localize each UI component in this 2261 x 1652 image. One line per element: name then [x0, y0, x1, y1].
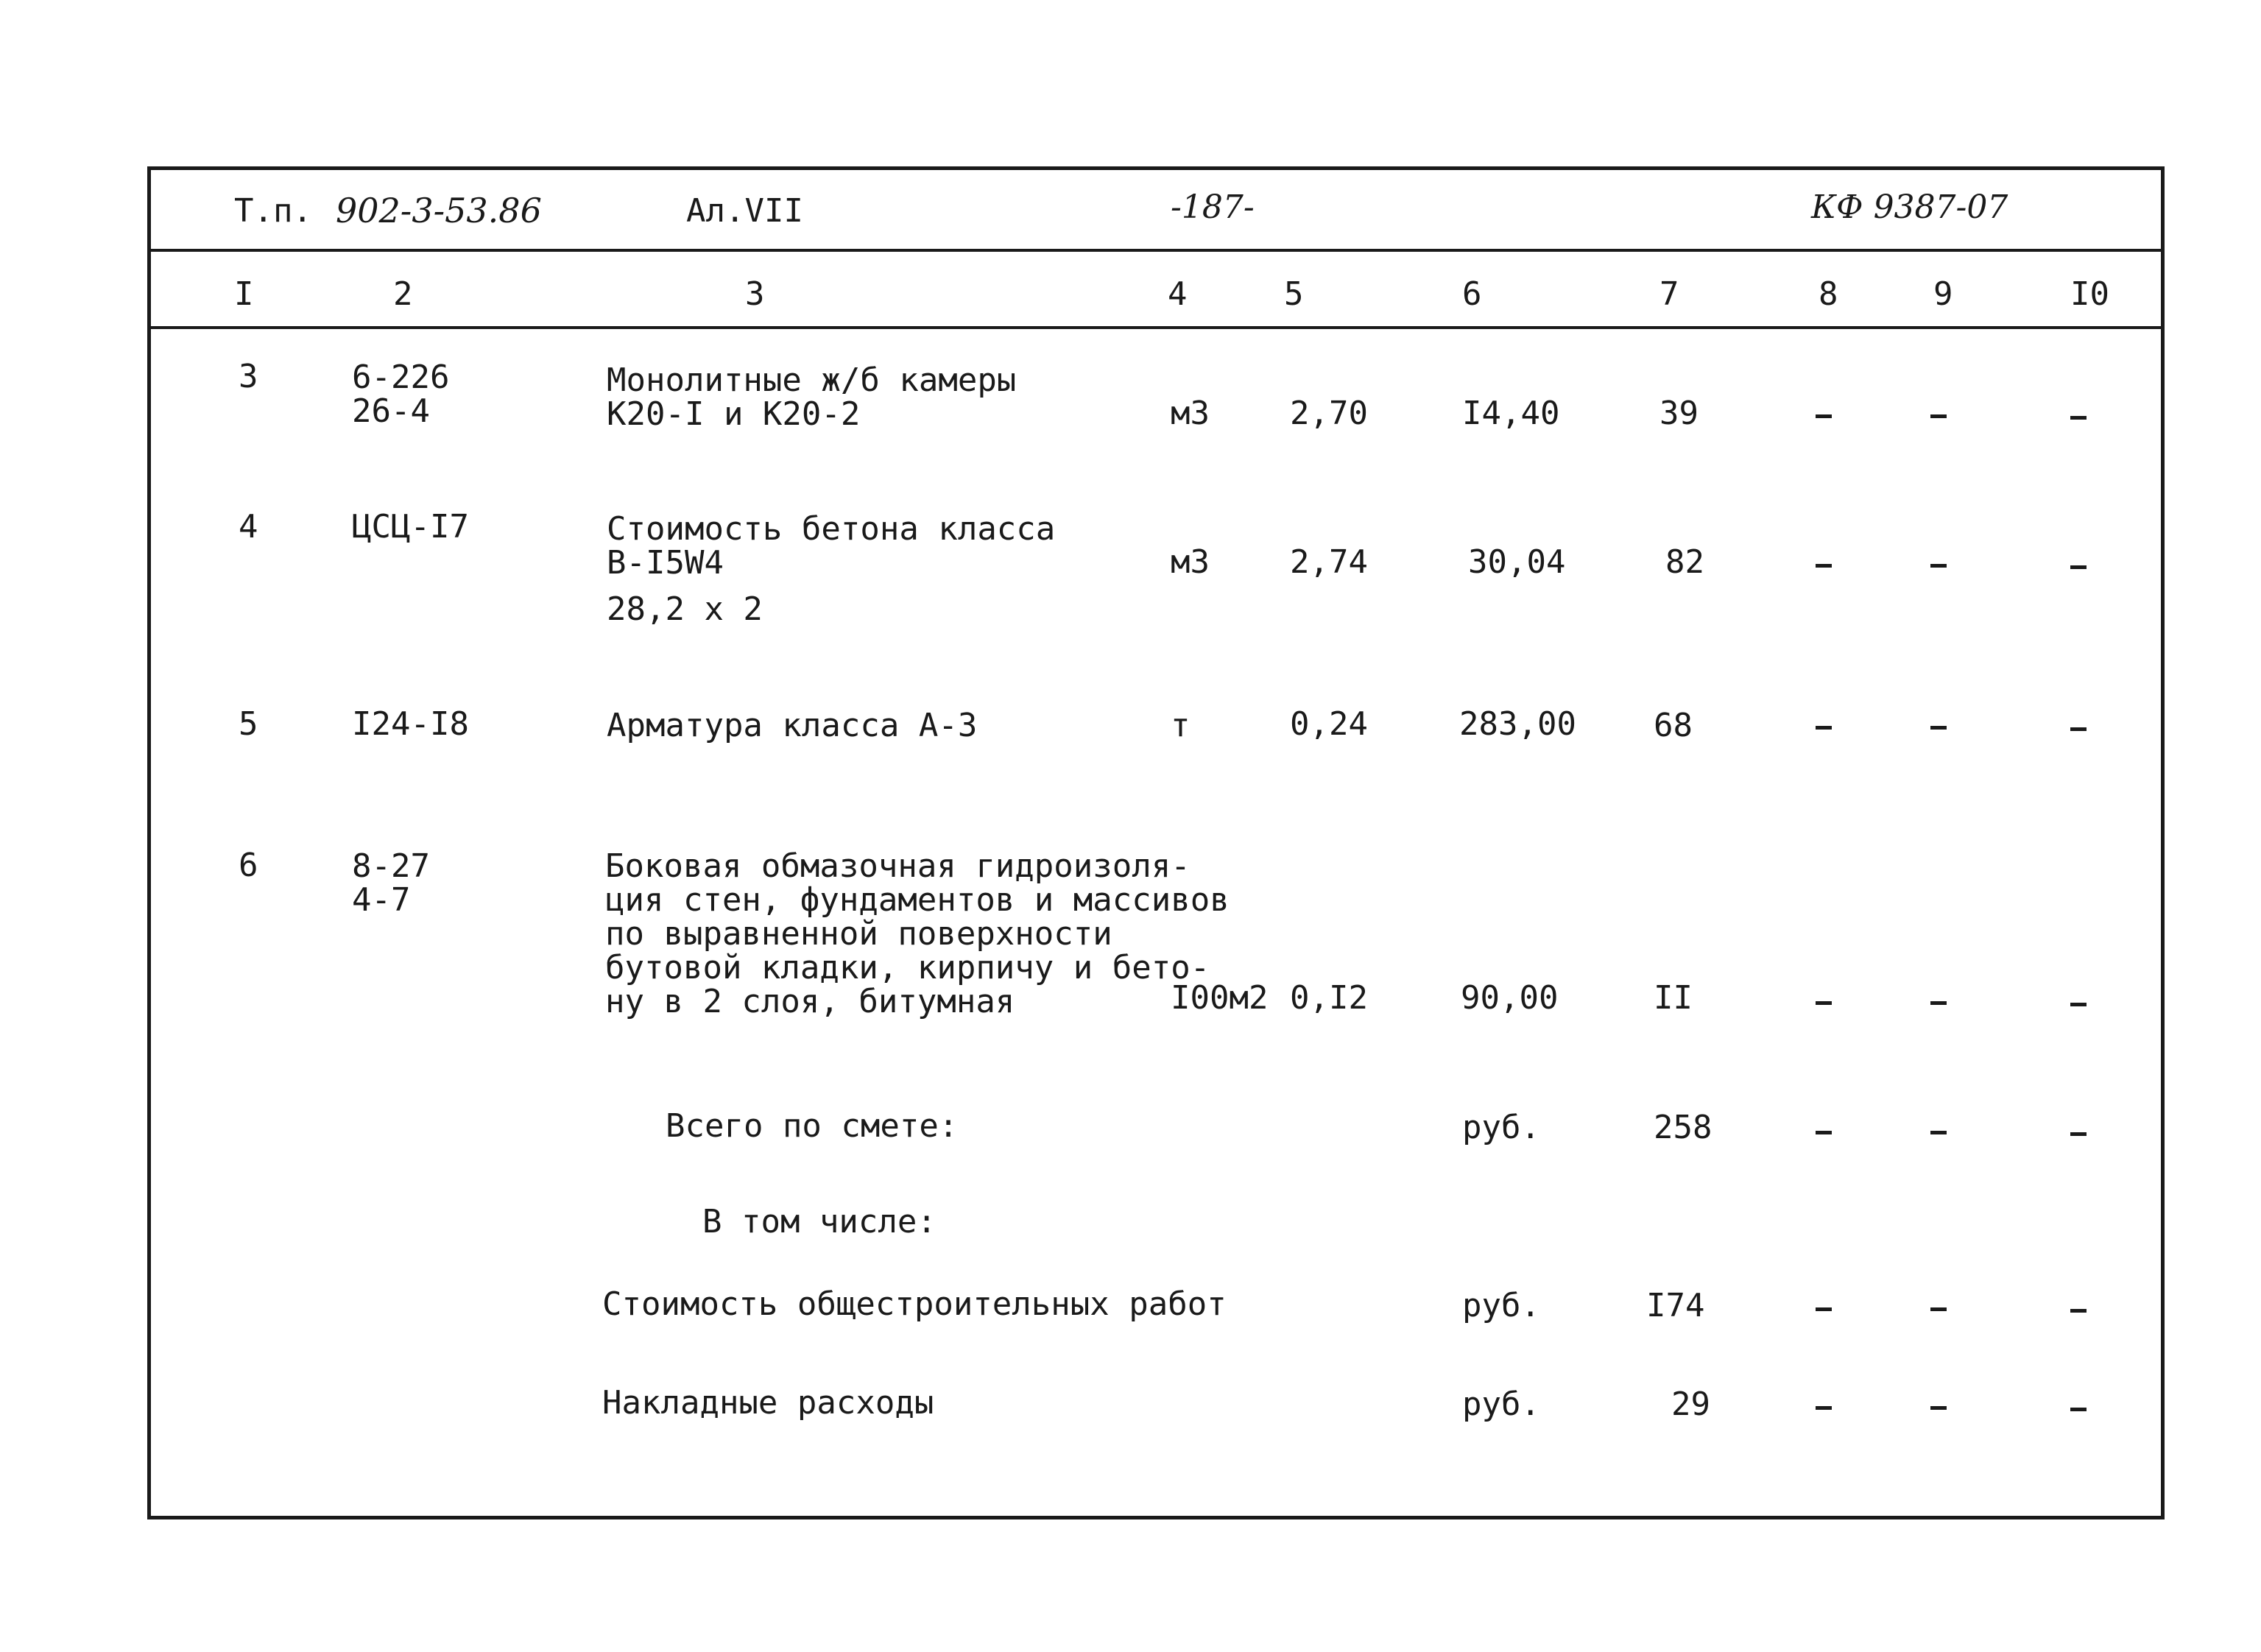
- row-name-extra: 28,2 х 2: [607, 590, 763, 628]
- column-header-1: I: [234, 275, 254, 313]
- total-dash-col8: [1816, 1131, 1832, 1134]
- row-code: ЦСЦ-I7: [352, 508, 469, 546]
- row-unit: т: [1171, 707, 1191, 744]
- row-price: 90,00: [1461, 979, 1559, 1017]
- row-cost: II: [1654, 979, 1693, 1017]
- row-quantity: 0,24: [1290, 705, 1368, 743]
- row-number: 6: [239, 847, 258, 884]
- row-code: I24-I8: [352, 705, 469, 743]
- row-number: 3: [239, 358, 258, 395]
- column-header-7: 7: [1659, 275, 1679, 313]
- row-unit: м3: [1171, 395, 1210, 432]
- overhead-dash-col10: [2070, 1408, 2087, 1411]
- construction-dash-col8: [1816, 1307, 1832, 1311]
- row-cost: 68: [1654, 707, 1693, 744]
- row-name: Арматура класса А-3: [607, 707, 978, 744]
- row-dash-col8: [1816, 726, 1832, 730]
- overhead-dash-col8: [1816, 1406, 1832, 1410]
- row-dash-col9: [1930, 1001, 1947, 1005]
- overhead-value: 29: [1671, 1386, 1710, 1423]
- row-dash-col8: [1816, 1001, 1832, 1005]
- column-header-3: 3: [745, 275, 765, 313]
- column-header-4: 4: [1168, 275, 1188, 313]
- total-value: 258: [1654, 1109, 1712, 1146]
- page-number: -187-: [1171, 188, 1255, 226]
- row-quantity: 2,74: [1290, 543, 1368, 581]
- total-unit: руб.: [1462, 1109, 1540, 1146]
- column-header-10: I0: [2070, 275, 2109, 313]
- total-label: Всего по смете:: [666, 1107, 959, 1145]
- album-label: Ал.VII: [686, 192, 803, 230]
- column-header-divider: [147, 326, 2165, 329]
- overhead-label: Накладные расходы: [602, 1384, 934, 1422]
- header-divider: [147, 249, 2165, 252]
- row-dash-col9: [1930, 414, 1947, 418]
- construction-dash-col10: [2070, 1309, 2087, 1313]
- column-header-8: 8: [1819, 275, 1838, 313]
- column-header-2: 2: [393, 275, 413, 313]
- row-dash-col8: [1816, 564, 1832, 568]
- row-cost: 39: [1659, 395, 1699, 432]
- row-name: Боковая обмазочная гидроизоля- ция стен, фундаментов и массивов по выравненной поверхности бутовой кладки, кирпичу и бето- ну в 2 слоя, битумная: [605, 847, 1230, 1020]
- document-code: КФ 9387-07: [1811, 188, 2008, 226]
- row-dash-col10: [2070, 565, 2087, 569]
- overhead-dash-col9: [1930, 1406, 1947, 1410]
- overhead-unit: руб.: [1462, 1386, 1540, 1423]
- row-number: 5: [239, 705, 258, 743]
- construction-label: Стоимость общестроительных работ: [602, 1285, 1227, 1323]
- column-header-5: 5: [1284, 275, 1304, 313]
- row-dash-col9: [1930, 564, 1947, 568]
- row-dash-col9: [1930, 726, 1947, 730]
- total-dash-col10: [2070, 1132, 2087, 1136]
- including-label: В том числе:: [702, 1203, 937, 1240]
- row-quantity: 2,70: [1290, 395, 1368, 432]
- row-cost: 82: [1665, 543, 1704, 581]
- row-code: 8-27 4-7: [352, 847, 430, 919]
- row-dash-col10: [2070, 727, 2087, 731]
- row-name: Стоимость бетона класса В-I5W4: [607, 510, 1056, 582]
- row-dash-col8: [1816, 414, 1832, 418]
- row-name: Монолитные ж/б камеры К20-I и К20-2: [607, 361, 1017, 433]
- row-dash-col10: [2070, 1003, 2087, 1006]
- row-code: 6-226 26-4: [352, 359, 450, 430]
- row-unit: I00м2: [1171, 979, 1269, 1017]
- doc-prefix: Т.п.: [234, 192, 312, 230]
- row-price: 283,00: [1459, 705, 1576, 743]
- doc-number: 902-3-53.86: [336, 191, 542, 230]
- row-dash-col10: [2070, 416, 2087, 420]
- total-dash-col9: [1930, 1131, 1947, 1134]
- row-price: 30,04: [1468, 543, 1566, 581]
- row-quantity: 0,I2: [1290, 979, 1368, 1017]
- row-number: 4: [239, 508, 258, 546]
- column-header-6: 6: [1462, 275, 1482, 313]
- construction-unit: руб.: [1462, 1287, 1540, 1324]
- construction-dash-col9: [1930, 1307, 1947, 1311]
- column-header-9: 9: [1933, 275, 1953, 313]
- construction-value: I74: [1646, 1287, 1705, 1324]
- row-unit: м3: [1171, 543, 1210, 581]
- row-price: I4,40: [1462, 395, 1560, 432]
